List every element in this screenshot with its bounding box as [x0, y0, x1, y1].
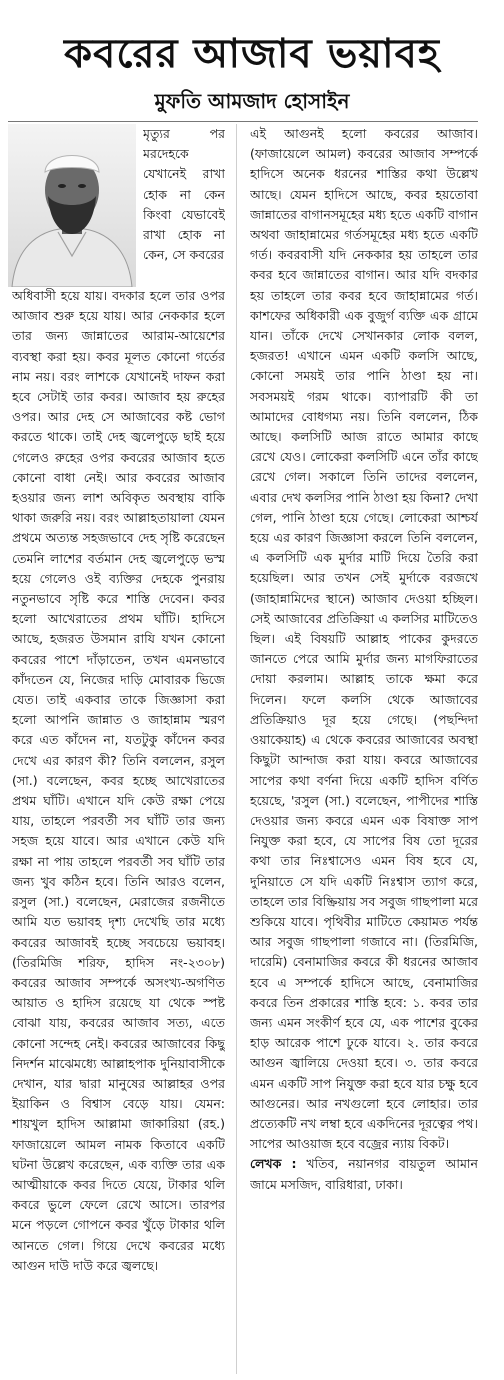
author-label: লেখক : — [250, 1156, 297, 1172]
author-note: খতিব, নয়ানগর বায়তুল আমান জামে মসজিদ, বারিধারা, ঢাকা। — [250, 1156, 478, 1192]
author-byline: মুফতি আমজাদ হোসাইন — [154, 89, 350, 113]
author-portrait-icon — [8, 124, 136, 287]
header-divider — [8, 121, 478, 122]
article-right-column — [250, 124, 478, 1374]
column-divider — [236, 124, 237, 1374]
author-photo — [8, 124, 136, 287]
article-left-column: অধিবাসী হয়ে যায়। বদকার হলে তার ওপর আজাব শুরু হয়ে যায়। আর নেককার হলে তার জন্য জান্নাতের আরাম-আয়েশের ব্যবস্থা করা হয়। কবর মূলত কোনো গর্তের নাম নয়। বরং লাশকে যেখানেই দাফন করা হবে সেটাই তার কবর। আজাব হয় রুহের ওপর। আর দেহ সে আজাবের কষ্ট ভোগ করতে থাকে। তাই দেহ জ্বলেপুড়ে ছাই হয়ে গেলেও রুহের ওপর কবরের আজাব হতে কোনো বাধা নেই। আর কবরের আজাব হওয়ার জন্য লাশ অবিকৃত অবস্থায় বাকি থাকা জরুরি নয়। বরং আল্লাহতায়ালা যেমন প্রথমে অত্যন্ত সহজভাবে দেহ সৃষ্টি করেছেন তেমনি লাশের বর্তমান দেহ জ্বলেপুড়ে ভস্ম হয়ে গেলেও ওই ব্যক্তির দেহকে পুনরায় নতুনভাবে সৃষ্টি করে শাস্তি দেবেন। কবর হলো আখেরাতের প্রথম ঘাঁটি। হাদিসে আছে, হজরত উসমান রাযি যখন কোনো কবরের পাশে দাঁড়াতেন, তখন এমনভাবে কাঁদতেন যে, নিজের দাড়ি মোবারক ভিজে যেত। তাই একবার তাকে জিজ্ঞাসা করা হলো আপনি জান্নাত ও জাহান্নাম স্মরণ করে এত কাঁদেন না, যতটুকু কাঁদেন কবর দেখে এর কারণ কী? তিনি বললেন, রসুল (সা.) বলেছেন, কবর হচ্ছে আখেরাতের প্রথম ঘাঁটি। এখানে যদি কেউ রক্ষা পেয়ে যায়, তাহলে পরবর্তী সব ঘাঁটি তার জন্য সহজ হয়ে যাবে। আর এখানে কেউ যদি রক্ষা না পায় তাহলে পরবর্তী সব ঘাঁটি তার জন্য খুব কঠিন হবে। তিনি আরও বলেন, রসুল (সা.) বলেছেন, মেরাজের রজনীতে আমি যত ভয়াবহ দৃশ্য দেখেছি তার মধ্যে কবরের আজাবই হচ্ছে সবচেয়ে ভয়াবহ। (তিরমিজি শরিফ, হাদিস নং-২৩০৮) কবরের আজাব সম্পর্কে অসংখ্য-অগণিত আয়াত ও হাদিস রয়েছে যা থেকে স্পষ্ট বোঝা যায়, কবরের আজাব সত্য, এতে কোনো সন্দেহ নেই। কবরের আজাবের কিছু নিদর্শন মাঝেমধ্যে আল্লাহপাক দুনিয়াবাসীকে দেখান, যার দ্বারা মানুষের আল্লাহর ওপর ইয়াকিন ও বিশ্বাস বেড়ে যায়। যেমন: শায়খুল হাদিস আল্লামা জাকারিয়া (রহ.) ফাজায়েলে আমল নামক কিতাবে একটি ঘটনা উল্লেখ করেছেন, এক ব্যক্তি তার এক আত্মীয়াকে কবর দিতে যেয়ে, টাকার থলি কবরে ভুলে ফেলে রেখে আসে। তারপর মনে পড়লে গোপনে কবর খুঁড়ে টাকার থলি আনতে গেল। গিয়ে দেখে কবরের মধ্যে আগুন দাউ দাউ করে জ্বলছে। — [12, 288, 225, 1273]
article-title: কবরের আজাব ভয়াবহ — [64, 31, 440, 77]
article-intro-text: মৃত্যুর পর মরদেহকে যেখানেই রাখা হোক না কেন কিংবা যেভাবেই রাখা হোক না কেন, সে কবরের — [143, 126, 225, 263]
article-right-column-text: এই আগুনই হলো কবরের আজাব। (ফাজায়েলে আমল) কবরের আজাব সম্পর্কে হাদিসে অনেক ধরনের শাস্তির কথা উল্লেখ আছে। যেমন হাদিসে আছে, কবর হয়তোবা জান্নাতের বাগানসমূহের মধ্য হতে একটি বাগান অথবা জাহান্নামের গর্তসমূহের মধ্য হতে একটি গর্ত। কবরবাসী যদি নেককার হয় তাহলে তার কবর হবে জান্নাতের বাগান। আর যদি বদকার হয় তাহলে তার কবর হবে জাহান্নামের গর্ত। কাশফের অধিকারী এক বুজুর্গ ব্যক্তি এক গ্রামে যান। তাঁকে দেখে সেখানকার লোক বলল, হজরত! এখানে এমন একটি কলসি আছে, কোনো সময়ই তার পানি ঠাণ্ডা হয় না। সবসময়ই গরম থাকে। ব্যাপারটি কী তা আমাদের বোধগম্য নয়। তিনি বললেন, ঠিক আছে। কলসিটি আজ রাতে আমার কাছে রেখে যেও। লোকেরা কলসিটি এনে তাঁর কাছে রেখে গেল। সকালে তিনি তাদের বললেন, এবার দেখ কলসির পানি ঠাণ্ডা হয় কিনা? দেখা গেল, পানি ঠাণ্ডা হয়ে গেছে। লোকেরা আশ্চর্য হয়ে এর কারণ জিজ্ঞাসা করলে তিনি বললেন, এ কলসিটি এক মুর্দার মাটি দিয়ে তৈরি করা হয়েছিল। আর তখন সেই মুর্দাকে বরজখে (জাহান্নামিদের স্থানে) আজাব দেওয়া হচ্ছিল। সেই আজাবের প্রতিক্রিয়া এ কলসির মাটিতেও ছিল। এই বিষয়টি আল্লাহ পাকের কুদরতে জানতে পেরে আমি মুর্দার জন্য মাগফিরাতের দোয়া করলাম। আল্লাহ তাকে ক্ষমা করে দিলেন। ফলে কলসি থেকে আজাবের প্রতিক্রিয়াও দূর হয়ে গেছে। (পছন্দিদা ওয়াকেয়াহ) এ থেকে কবরের আজাবের অবস্থা কিছুটা আন্দাজ করা যায়। কবরে আজাবের সাপের কথা বর্ণনা দিয়ে একটি হাদিস বর্ণিত হয়েছে, 'রসুল (সা.) বলেছেন, পাপীদের শাস্তি দেওয়ার জন্য কবরে এমন এক বিষাক্ত সাপ নিযুক্ত করা হবে, যে সাপের বিষ তো দূরের কথা তার নিঃশ্বাসেও এমন বিষ হবে যে, দুনিয়াতে সে যদি একটি নিঃশ্বাস ত্যাগ করে, তাহলে তার বিষ্ক্রিয়ায় সব সবুজ গাছপালা মরে শুকিয়ে যাবে। পৃথিবীর মাটিতে কেয়ামত পর্যন্ত আর সবুজ গাছপালা গজাবে না। (তিরমিজি, দারেমি) বেনামাজির কবরে কী ধরনের আজাব হবে এ সম্পর্কে হাদিসে আছে, বেনামাজির কবরে তিন প্রকারের শাস্তি হবে: ১. কবর তার জন্য এমন সংকীর্ণ হবে যে, এক পাশের বুকের হাড় আরেক পাশে ঢুকে যাবে। ২. তার কবরে আগুন জ্বালিয়ে দেওয়া হবে। ৩. তার কবরে এমন একটি সাপ নিযুক্ত করা হবে যার চক্ষু হবে আগুনের। আর নখগুলো হবে লোহার। তার প্রত্যেকটি নখ লম্বা হবে একদিনের দূরত্বের পথ। সাপের আওয়াজ হবে বজ্রের ন্যায় বিকট। — [250, 126, 478, 1152]
